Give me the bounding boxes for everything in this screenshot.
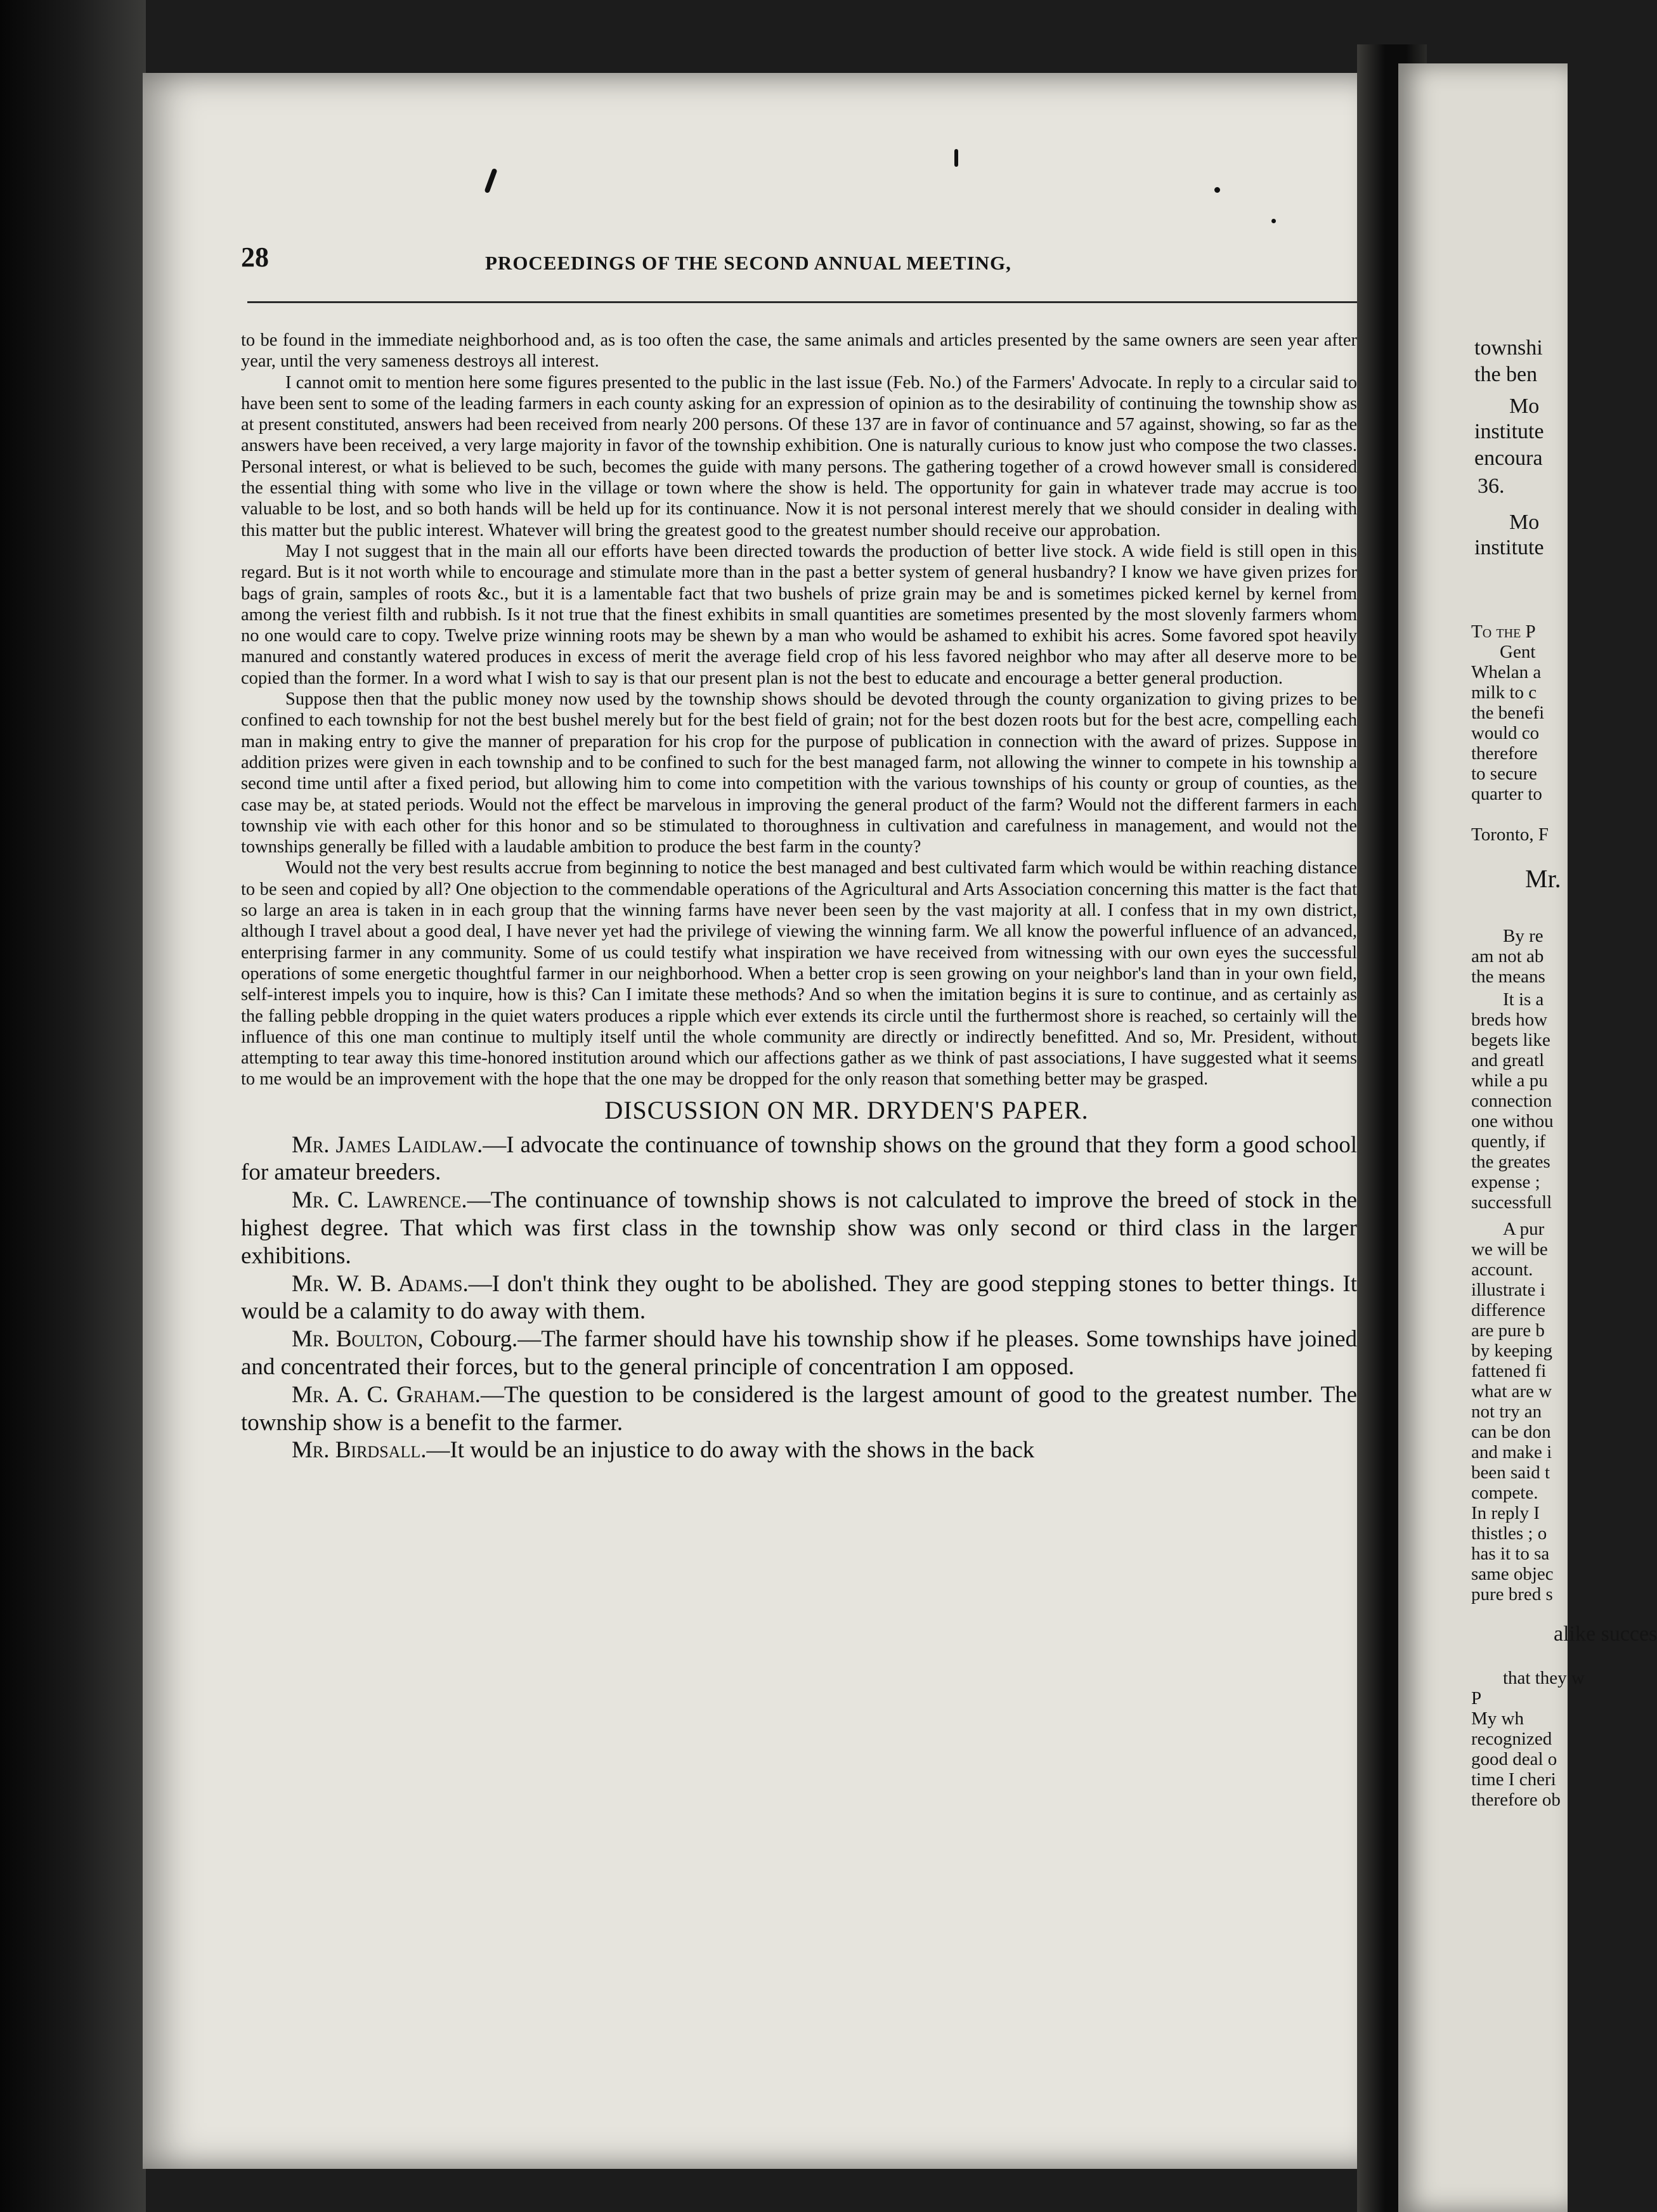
facing-page-text: P — [1471, 1688, 1482, 1708]
discussion-remark — [241, 1381, 1357, 1437]
facing-page-text: successfull — [1471, 1192, 1552, 1213]
discussion-remark — [241, 1131, 1357, 1187]
facing-page-text: thistles ; o — [1471, 1523, 1547, 1544]
facing-page-text: compete. — [1471, 1483, 1538, 1503]
facing-page-text: townshi — [1474, 336, 1543, 360]
facing-page-text: difference — [1471, 1300, 1545, 1320]
page-28 — [143, 73, 1386, 2169]
facing-page-text: to secure — [1471, 764, 1537, 784]
remark-text: Cobourg.—The farmer should have his township show if he pleases. Some townships have joined and concentrated their forces, but to the general principle of concentration I am opposed. — [241, 1326, 1357, 1381]
facing-page-text: been said t — [1471, 1462, 1550, 1483]
facing-page-text: pure bred s — [1471, 1584, 1553, 1604]
speaker-name: Mr. C. Lawrence. — [292, 1187, 467, 1214]
facing-page-text: 36. — [1478, 474, 1505, 498]
facing-page-text: fattened fi — [1471, 1361, 1547, 1381]
speaker-name: Mr. Boulton, — [292, 1326, 424, 1353]
facing-page-text: institute — [1474, 536, 1544, 559]
facing-page-text: by keeping — [1471, 1341, 1553, 1361]
facing-page-text: good deal o — [1471, 1749, 1557, 1769]
facing-page-text: recognized — [1471, 1729, 1552, 1749]
facing-page-text: milk to c — [1471, 682, 1537, 703]
facing-page-text: and greatl — [1471, 1050, 1545, 1070]
facing-page-text: would co — [1471, 723, 1540, 743]
header-rule — [247, 301, 1357, 303]
paragraph: Suppose then that the public money now used by the township shows should be devoted through the county organization to giving prizes to be confined to each township for not the best bushel merely but for the best field of grain; not for the best dozen roots but for the best acre, compelling each man in making entry to give the manner of preparation for his crop for the purpose of publication in connection with the award of prizes. Suppose in addition prizes were given in each township and to be confined to such for the best managed farm, not allowing the winner to compete in his township a second time until after a fixed period, but allowing him to come into competition with the various townships of his county or group of counties, as the case may be, at stated periods. Would not the effect be marvelous in improving the general product of the farm? Would not the different farmers in each township vie with each other for this honor and so be stimulated to thoroughness in cultivation and carefulness in management, and would not the townships generally be filled with a laudable ambition to produce the best farm in the county? — [241, 689, 1357, 857]
article-body — [241, 330, 1357, 1464]
facing-page-text: am not ab — [1471, 946, 1544, 966]
facing-page-text: Mr. — [1525, 864, 1561, 893]
facing-page-text: the greates — [1471, 1152, 1550, 1172]
facing-page-text: the means — [1471, 966, 1545, 987]
paragraph: May I not suggest that in the main all our efforts have been directed towards the production of better live stock. A wide field is still open in this regard. But is it not worth while to encourage and stimulate more than in the past a better system of general husbandry? I know we have given prizes for bags of grain, samples of roots &c., but it is a lamentable fact that two bushels of prize grain may be and is sometimes picked kernel by kernel from among the veriest filth and rubbish. Is it not true that the finest exhibits in small quantities are sometimes presented by the most slovenly farmers whom no one would care to copy. Twelve prize winning roots may be shewn by a man who would be ashamed to exhibit his acres. Some favored spot heavily manured and constantly watered produces in excess of merit the average field crop of his less favored neighbor who may after all deserve more to be copied than the former. In a word what I wish to say is that our present plan is not the best to educate and encourage a better general production. — [241, 541, 1357, 688]
facing-page-text: My wh — [1471, 1708, 1524, 1729]
facing-page-text: are pure b — [1471, 1320, 1545, 1341]
facing-page-text: A pur — [1503, 1219, 1545, 1239]
discussion-remark — [241, 1436, 1357, 1464]
discussion-remark — [241, 1325, 1357, 1381]
page-number: 28 — [241, 242, 269, 273]
speaker-name: Mr. James Laidlaw. — [292, 1131, 483, 1158]
running-head: PROCEEDINGS OF THE SECOND ANNUAL MEETING, — [485, 252, 1011, 274]
facing-page-text: illustrate i — [1471, 1280, 1545, 1300]
speaker-name: Mr. Birdsall. — [292, 1437, 427, 1464]
facing-page-text: Toronto, F — [1471, 824, 1549, 845]
facing-page-text: the ben — [1474, 363, 1538, 386]
facing-page-text: institute — [1474, 420, 1544, 443]
ink-speck — [1271, 219, 1276, 223]
facing-page-text: we will be — [1471, 1239, 1548, 1259]
discussion-heading: DISCUSSION ON MR. DRYDEN'S PAPER. — [604, 1095, 1089, 1124]
facing-page-text: It is a — [1503, 989, 1544, 1010]
remark-text: —I advocate the continuance of township shows on the ground that they form a good school for amateur breeders. — [241, 1131, 1357, 1186]
facing-page-text: one withou — [1471, 1111, 1554, 1131]
facing-page-text: breds how — [1471, 1010, 1548, 1030]
facing-page-text: Mo — [1509, 394, 1540, 418]
facing-page-text: Mo — [1509, 511, 1540, 534]
facing-page-text: has it to sa — [1471, 1544, 1550, 1564]
discussion-remark — [241, 1187, 1357, 1270]
facing-page-text: begets like — [1471, 1030, 1550, 1050]
remark-text: —The continuance of township shows is not calculated to improve the breed of stock in the highest degree. That which was first class in the township show was only second or third class in the larger exhibitions. — [241, 1187, 1357, 1269]
facing-page-text: can be don — [1471, 1422, 1551, 1442]
facing-page-text: therefore — [1471, 743, 1538, 764]
paragraph: to be found in the immediate neighborhood and, as is too often the case, the same animals and articles presented by the same owners are seen year after year, until the very sameness destroys all interest. — [241, 330, 1357, 372]
paragraph: Would not the very best results accrue from beginning to notice the best managed and best cultivated farm which would be within reaching distance to be seen and copied by all? One objection to the commendable operations of the Agricultural and Arts Association concerning this matter is the fact that so large an area is taken in in each group that the winning farms have never been seen by the vast majority at all. I confess that in my own district, although I travel about a good deal, I have never yet had the privilege of viewing the winning farm. We all know the powerful influence of an advanced, enterprising farmer in any community. Some of us could testify what inspiration we have received from witnessing with our own eyes the successful operations of some energetic thoughtful farmer in our neighborhood. When a better crop is seen growing on your neighbor's land than in your own field, self-interest impels you to inquire, how is this? Can I imitate these methods? And so when the imitation begins it is sure to continue, and as certainly as the falling pebble dropping in the quiet waters produces a ripple which ever extends its circle until the furthermost shore is reached, so certainly will the influence of this one man continue to multiply itself until the whole community are directly or indirectly benefitted. And so, Mr. President, without attempting to tear away this time-honored institution around which our affections gather as we think of past associations, I have suggested what it seems to me would be an improvement with the hope that the one may be dropped for the only reason that something better may be grasped. — [241, 858, 1357, 1090]
facing-page-text: the benefi — [1471, 703, 1545, 723]
facing-page-text: account. — [1471, 1259, 1533, 1280]
facing-page-text: not try an — [1471, 1402, 1542, 1422]
ink-speck — [484, 168, 497, 193]
facing-page-text: same objec — [1471, 1564, 1554, 1584]
speaker-name: Mr. W. B. Adams. — [292, 1270, 469, 1297]
facing-page-text: Whelan a — [1471, 662, 1542, 682]
facing-page-text: that they w — [1503, 1668, 1585, 1688]
scan-shadow-left — [0, 0, 146, 2212]
facing-page-text: By re — [1503, 926, 1543, 946]
facing-page-text: expense ; — [1471, 1172, 1540, 1192]
discussion-remark — [241, 1270, 1357, 1326]
facing-page-text: alike succes — [1554, 1622, 1657, 1646]
facing-page-text: In reply I — [1471, 1503, 1540, 1523]
facing-page-text: Gent — [1500, 642, 1536, 662]
facing-page-text: therefore ob — [1471, 1790, 1561, 1810]
facing-page-text: while a pu — [1471, 1070, 1548, 1091]
paragraph: I cannot omit to mention here some figures presented to the public in the last issue (Feb. No.) of the Farmers' Advocate. In reply to a circular said to have been sent to some of the leading farmers in each county asking for an expression of opinion as to the desirability of continuing the township show as at present constituted, answers had been received from nearly 200 persons. Of these 137 are in favor of continuance and 57 against, showing, so far as the answers have been received, a very large majority in favor of the township exhibition. One is naturally curious to know just who compose the two classes. Personal interest, or what is believed to be such, becomes the guide with many persons. The gathering together of a crowd however small is considered the essential thing with some who live in the village or town where the show is held. The opportunity for gain in whatever trade may accrue is too valuable to be lost, and so both hands will be held up for its continuance. Now it is not personal interest merely that we should consider in dealing with this matter but the public interest. Whatever will bring the greatest good to the greatest number should receive our approbation. — [241, 372, 1357, 540]
facing-page-text: and make i — [1471, 1442, 1552, 1462]
remark-text: —It would be an injustice to do away with the shows in the back — [426, 1437, 1035, 1464]
facing-page-text: time I cheri — [1471, 1769, 1556, 1790]
facing-page-text: encoura — [1474, 446, 1543, 470]
facing-page — [1398, 63, 1657, 2212]
speaker-name: Mr. A. C. Graham. — [292, 1381, 481, 1408]
facing-page-text: To the P — [1471, 621, 1536, 642]
remark-text: —I don't think they ought to be abolished. They are good stepping stones to better things. It would be a calamity to do away with them. — [241, 1270, 1357, 1325]
ink-speck — [1214, 187, 1220, 193]
facing-page-text: quently, if — [1471, 1131, 1546, 1152]
facing-page-text: what are w — [1471, 1381, 1552, 1402]
facing-page-text: quarter to — [1471, 784, 1542, 804]
ink-speck — [954, 149, 958, 167]
remark-text: —The question to be considered is the largest amount of good to the greatest number. The township show is a benefit to the farmer. — [241, 1381, 1357, 1436]
facing-page-text: connection — [1471, 1091, 1552, 1111]
